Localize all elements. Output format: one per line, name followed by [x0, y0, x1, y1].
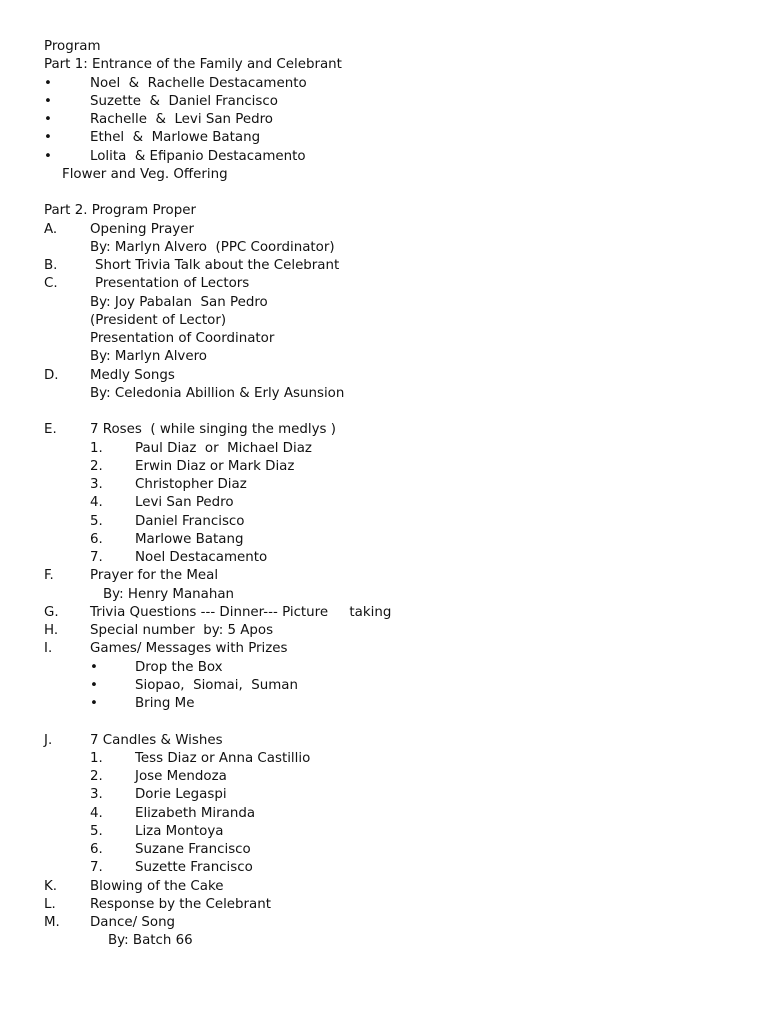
offering-text: Flower and Veg. Offering	[62, 166, 228, 182]
item-marker: C.	[44, 276, 58, 292]
item-marker: I.	[44, 641, 53, 657]
item-marker: F.	[44, 568, 54, 584]
item-marker: H.	[44, 623, 59, 638]
item-m	[0, 914, 768, 932]
item-title: 7 Roses ( while singing the medlys )	[90, 422, 336, 438]
candle-name: Jose Mendoza	[135, 769, 227, 784]
list-item	[0, 458, 768, 476]
item-by: By: Marlyn Alvero (PPC Coordinator)	[90, 239, 335, 255]
list-item	[0, 129, 768, 147]
item-d	[0, 367, 768, 385]
item-j	[0, 732, 768, 750]
game-name: Siopao, Siomai, Suman	[135, 677, 298, 693]
bullet-icon: •	[90, 659, 98, 675]
item-marker: G.	[44, 604, 59, 620]
list-number: 2.	[90, 458, 103, 474]
list-number: 5.	[90, 823, 103, 839]
item-h	[0, 622, 768, 640]
list-item	[0, 75, 768, 93]
item-title: Opening Prayer	[90, 221, 194, 237]
list-item	[0, 494, 768, 512]
item-f-by	[0, 586, 768, 604]
list-item	[0, 549, 768, 567]
item-marker: D.	[44, 367, 59, 383]
rose-name: Christopher Diaz	[135, 477, 247, 492]
list-number: 3.	[90, 787, 103, 803]
item-title: 7 Candles & Wishes	[90, 732, 223, 748]
program-title: Program	[44, 39, 101, 54]
item-c-coordinator-by	[0, 348, 768, 366]
bullet-icon: •	[44, 112, 52, 127]
program-title-line	[0, 38, 768, 56]
item-marker: A.	[44, 221, 58, 237]
item-marker: M.	[44, 915, 60, 930]
item-title: Presentation of Lectors	[95, 276, 250, 292]
list-item	[0, 476, 768, 494]
list-number: 6.	[90, 842, 103, 857]
item-title: Special number by: 5 Apos	[90, 623, 274, 638]
part1-heading-line	[0, 56, 768, 74]
couple-name: Ethel & Marlowe Batang	[90, 130, 261, 146]
list-item	[0, 841, 768, 859]
couple-name: Lolita & Efipanio Destacamento	[90, 148, 306, 164]
item-title: Response by the Celebrant	[90, 896, 271, 912]
item-marker: E.	[44, 422, 57, 438]
list-number: 5.	[90, 513, 103, 529]
item-title: Prayer for the Meal	[90, 568, 219, 584]
item-b	[0, 257, 768, 275]
couple-name: Noel & Rachelle Destacamento	[90, 75, 307, 91]
offering-line	[0, 166, 768, 184]
item-title: Medly Songs	[90, 367, 175, 383]
item-coordinator: Presentation of Coordinator	[90, 331, 275, 346]
list-item	[0, 805, 768, 823]
item-title: Trivia Questions --- Dinner--- Picture taking	[90, 604, 392, 620]
part1-heading: Part 1: Entrance of the Family and Celebrant	[44, 57, 342, 73]
list-number: 1.	[90, 750, 103, 766]
item-i	[0, 640, 768, 658]
candle-name: Tess Diaz or Anna Castillio	[135, 750, 311, 766]
bullet-icon: •	[90, 696, 98, 711]
list-item	[0, 659, 768, 677]
rose-name: Marlowe Batang	[135, 531, 244, 547]
game-name: Drop the Box	[135, 659, 223, 675]
item-d-by	[0, 385, 768, 403]
list-item	[0, 695, 768, 713]
list-item	[0, 823, 768, 841]
list-number: 2.	[90, 769, 103, 784]
candle-name: Elizabeth Miranda	[135, 805, 256, 821]
program-document	[0, 38, 768, 951]
item-by: By: Joy Pabalan San Pedro	[90, 294, 268, 310]
bullet-icon: •	[44, 148, 52, 164]
item-c-coordinator	[0, 330, 768, 348]
item-title: Short Trivia Talk about the Celebrant	[95, 258, 340, 273]
item-c-by	[0, 294, 768, 312]
item-l	[0, 896, 768, 914]
bullet-icon: •	[44, 93, 52, 109]
candle-name: Liza Montoya	[135, 823, 224, 839]
item-marker: B.	[44, 258, 58, 273]
rose-name: Paul Diaz or Michael Diaz	[135, 440, 312, 456]
item-g	[0, 604, 768, 622]
candle-name: Suzane Francisco	[135, 842, 251, 857]
item-marker: K.	[44, 878, 58, 894]
candle-name: Suzette Francisco	[135, 860, 253, 876]
bullet-icon: •	[90, 677, 98, 693]
list-number: 3.	[90, 477, 103, 492]
item-by: By: Batch 66	[108, 933, 193, 949]
list-item	[0, 93, 768, 111]
list-item	[0, 750, 768, 768]
item-f	[0, 567, 768, 585]
item-a-by	[0, 239, 768, 257]
list-item	[0, 786, 768, 804]
item-e	[0, 421, 768, 439]
item-by: By: Celedonia Abillion & Erly Asunsion	[90, 385, 345, 401]
candle-name: Dorie Legaspi	[135, 787, 227, 803]
list-item	[0, 513, 768, 531]
list-number: 6.	[90, 531, 103, 547]
list-item	[0, 440, 768, 458]
item-marker: J.	[44, 732, 53, 748]
rose-name: Noel Destacamento	[135, 550, 268, 565]
item-m-by	[0, 932, 768, 950]
list-item	[0, 111, 768, 129]
spacer	[0, 403, 768, 421]
list-item	[0, 531, 768, 549]
item-marker: L.	[44, 896, 56, 912]
spacer	[0, 184, 768, 202]
item-role: (President of Lector)	[90, 312, 227, 328]
item-c-role	[0, 312, 768, 330]
part2-heading: Part 2. Program Proper	[44, 203, 196, 219]
list-item	[0, 677, 768, 695]
item-c	[0, 275, 768, 293]
item-by: By: Henry Manahan	[103, 586, 235, 602]
item-title: Games/ Messages with Prizes	[90, 641, 288, 657]
item-title: Blowing of the Cake	[90, 878, 224, 894]
list-item	[0, 859, 768, 877]
list-number: 1.	[90, 440, 103, 456]
rose-name: Levi San Pedro	[135, 495, 234, 511]
list-item	[0, 148, 768, 166]
rose-name: Daniel Francisco	[135, 513, 245, 529]
list-number: 4.	[90, 495, 103, 511]
bullet-icon: •	[44, 130, 52, 146]
list-number: 4.	[90, 805, 103, 821]
spacer	[0, 713, 768, 731]
list-number: 7.	[90, 550, 103, 565]
bullet-icon: •	[44, 75, 52, 91]
game-name: Bring Me	[135, 696, 195, 711]
rose-name: Erwin Diaz or Mark Diaz	[135, 458, 295, 474]
list-item	[0, 768, 768, 786]
couple-name: Suzette & Daniel Francisco	[90, 93, 278, 109]
couple-name: Rachelle & Levi San Pedro	[90, 112, 274, 127]
item-a	[0, 221, 768, 239]
item-title: Dance/ Song	[90, 915, 176, 930]
item-k	[0, 878, 768, 896]
list-number: 7.	[90, 860, 103, 876]
item-by: By: Marlyn Alvero	[90, 349, 208, 365]
part2-heading-line	[0, 202, 768, 220]
